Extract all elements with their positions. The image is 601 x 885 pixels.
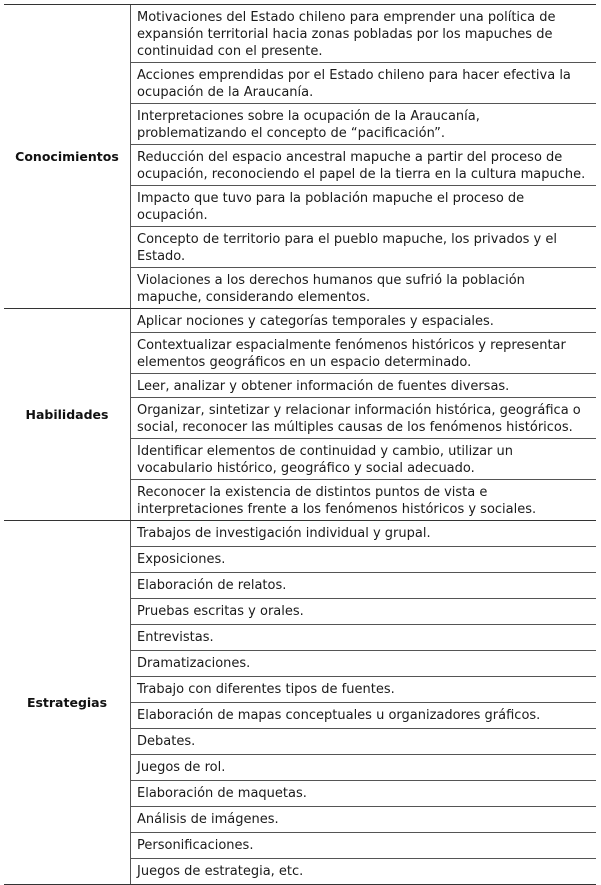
table-row: Entrevistas.	[131, 624, 596, 650]
table-row: Violaciones a los derechos humanos que sufrió la población mapuche, considerando elementos.	[131, 267, 596, 308]
table-row: Concepto de territorio para el pueblo mapuche, los privados y el Estado.	[131, 226, 596, 267]
table-row: Trabajos de investigación individual y grupal.	[137, 526, 431, 541]
table-row: Motivaciones del Estado chileno para emprender una política de expansión territorial hacia zonas pobladas por los mapuches de continuidad con el presente.	[137, 10, 556, 59]
table-row: Pruebas escritas y orales.	[131, 598, 596, 624]
table-row: Organizar, sintetizar y relacionar información histórica, geográfica o social, reconocer las múltiples causas de los fenómenos históricos.	[131, 397, 596, 438]
section-items	[130, 521, 596, 884]
table-row: Acciones emprendidas por el Estado chileno para hacer efectiva la ocupación de la Araucanía.	[131, 62, 596, 103]
table-row: Juegos de estrategia, etc.	[131, 858, 596, 884]
curriculum-table	[4, 4, 596, 885]
section-label: Estrategias	[26, 695, 108, 710]
table-row: Identificar elementos de continuidad y cambio, utilizar un vocabulario histórico, geográfico y social adecuado.	[131, 438, 596, 479]
table-row: Debates.	[131, 728, 596, 754]
table-row: Personificaciones.	[131, 832, 596, 858]
table-row: Contextualizar espacialmente fenómenos históricos y representar elementos geográficos en un espacio determinado.	[131, 332, 596, 373]
table-row: Interpretaciones sobre la ocupación de la Araucanía, problematizando el concepto de “pacificación”.	[131, 103, 596, 144]
table-row: Análisis de imágenes.	[131, 806, 596, 832]
section-habilidades	[4, 308, 596, 520]
table-row: Impacto que tuvo para la población mapuche el proceso de ocupación.	[131, 185, 596, 226]
table-row: Elaboración de relatos.	[131, 572, 596, 598]
table-row: Dramatizaciones.	[131, 650, 596, 676]
table-row: Reconocer la existencia de distintos puntos de vista e interpretaciones frente a los fenómenos históricos y sociales.	[131, 479, 596, 520]
section-label: Conocimientos	[15, 149, 119, 164]
table-row: Elaboración de mapas conceptuales u organizadores gráficos.	[131, 702, 596, 728]
table-row: Trabajo con diferentes tipos de fuentes.	[131, 676, 596, 702]
section-items	[130, 309, 596, 520]
table-row: Exposiciones.	[131, 546, 596, 572]
table-row: Leer, analizar y obtener información de fuentes diversas.	[131, 373, 596, 397]
table-row: Reducción del espacio ancestral mapuche a partir del proceso de ocupación, reconociendo el papel de la tierra en la cultura mapuche.	[131, 144, 596, 185]
table-row: Elaboración de maquetas.	[131, 780, 596, 806]
section-estrategias	[4, 520, 596, 885]
table-row: Juegos de rol.	[131, 754, 596, 780]
section-items	[130, 5, 596, 308]
section-conocimientos	[4, 4, 596, 308]
section-label: Habilidades	[25, 407, 109, 422]
table-row: Aplicar nociones y categorías temporales y espaciales.	[137, 314, 494, 329]
